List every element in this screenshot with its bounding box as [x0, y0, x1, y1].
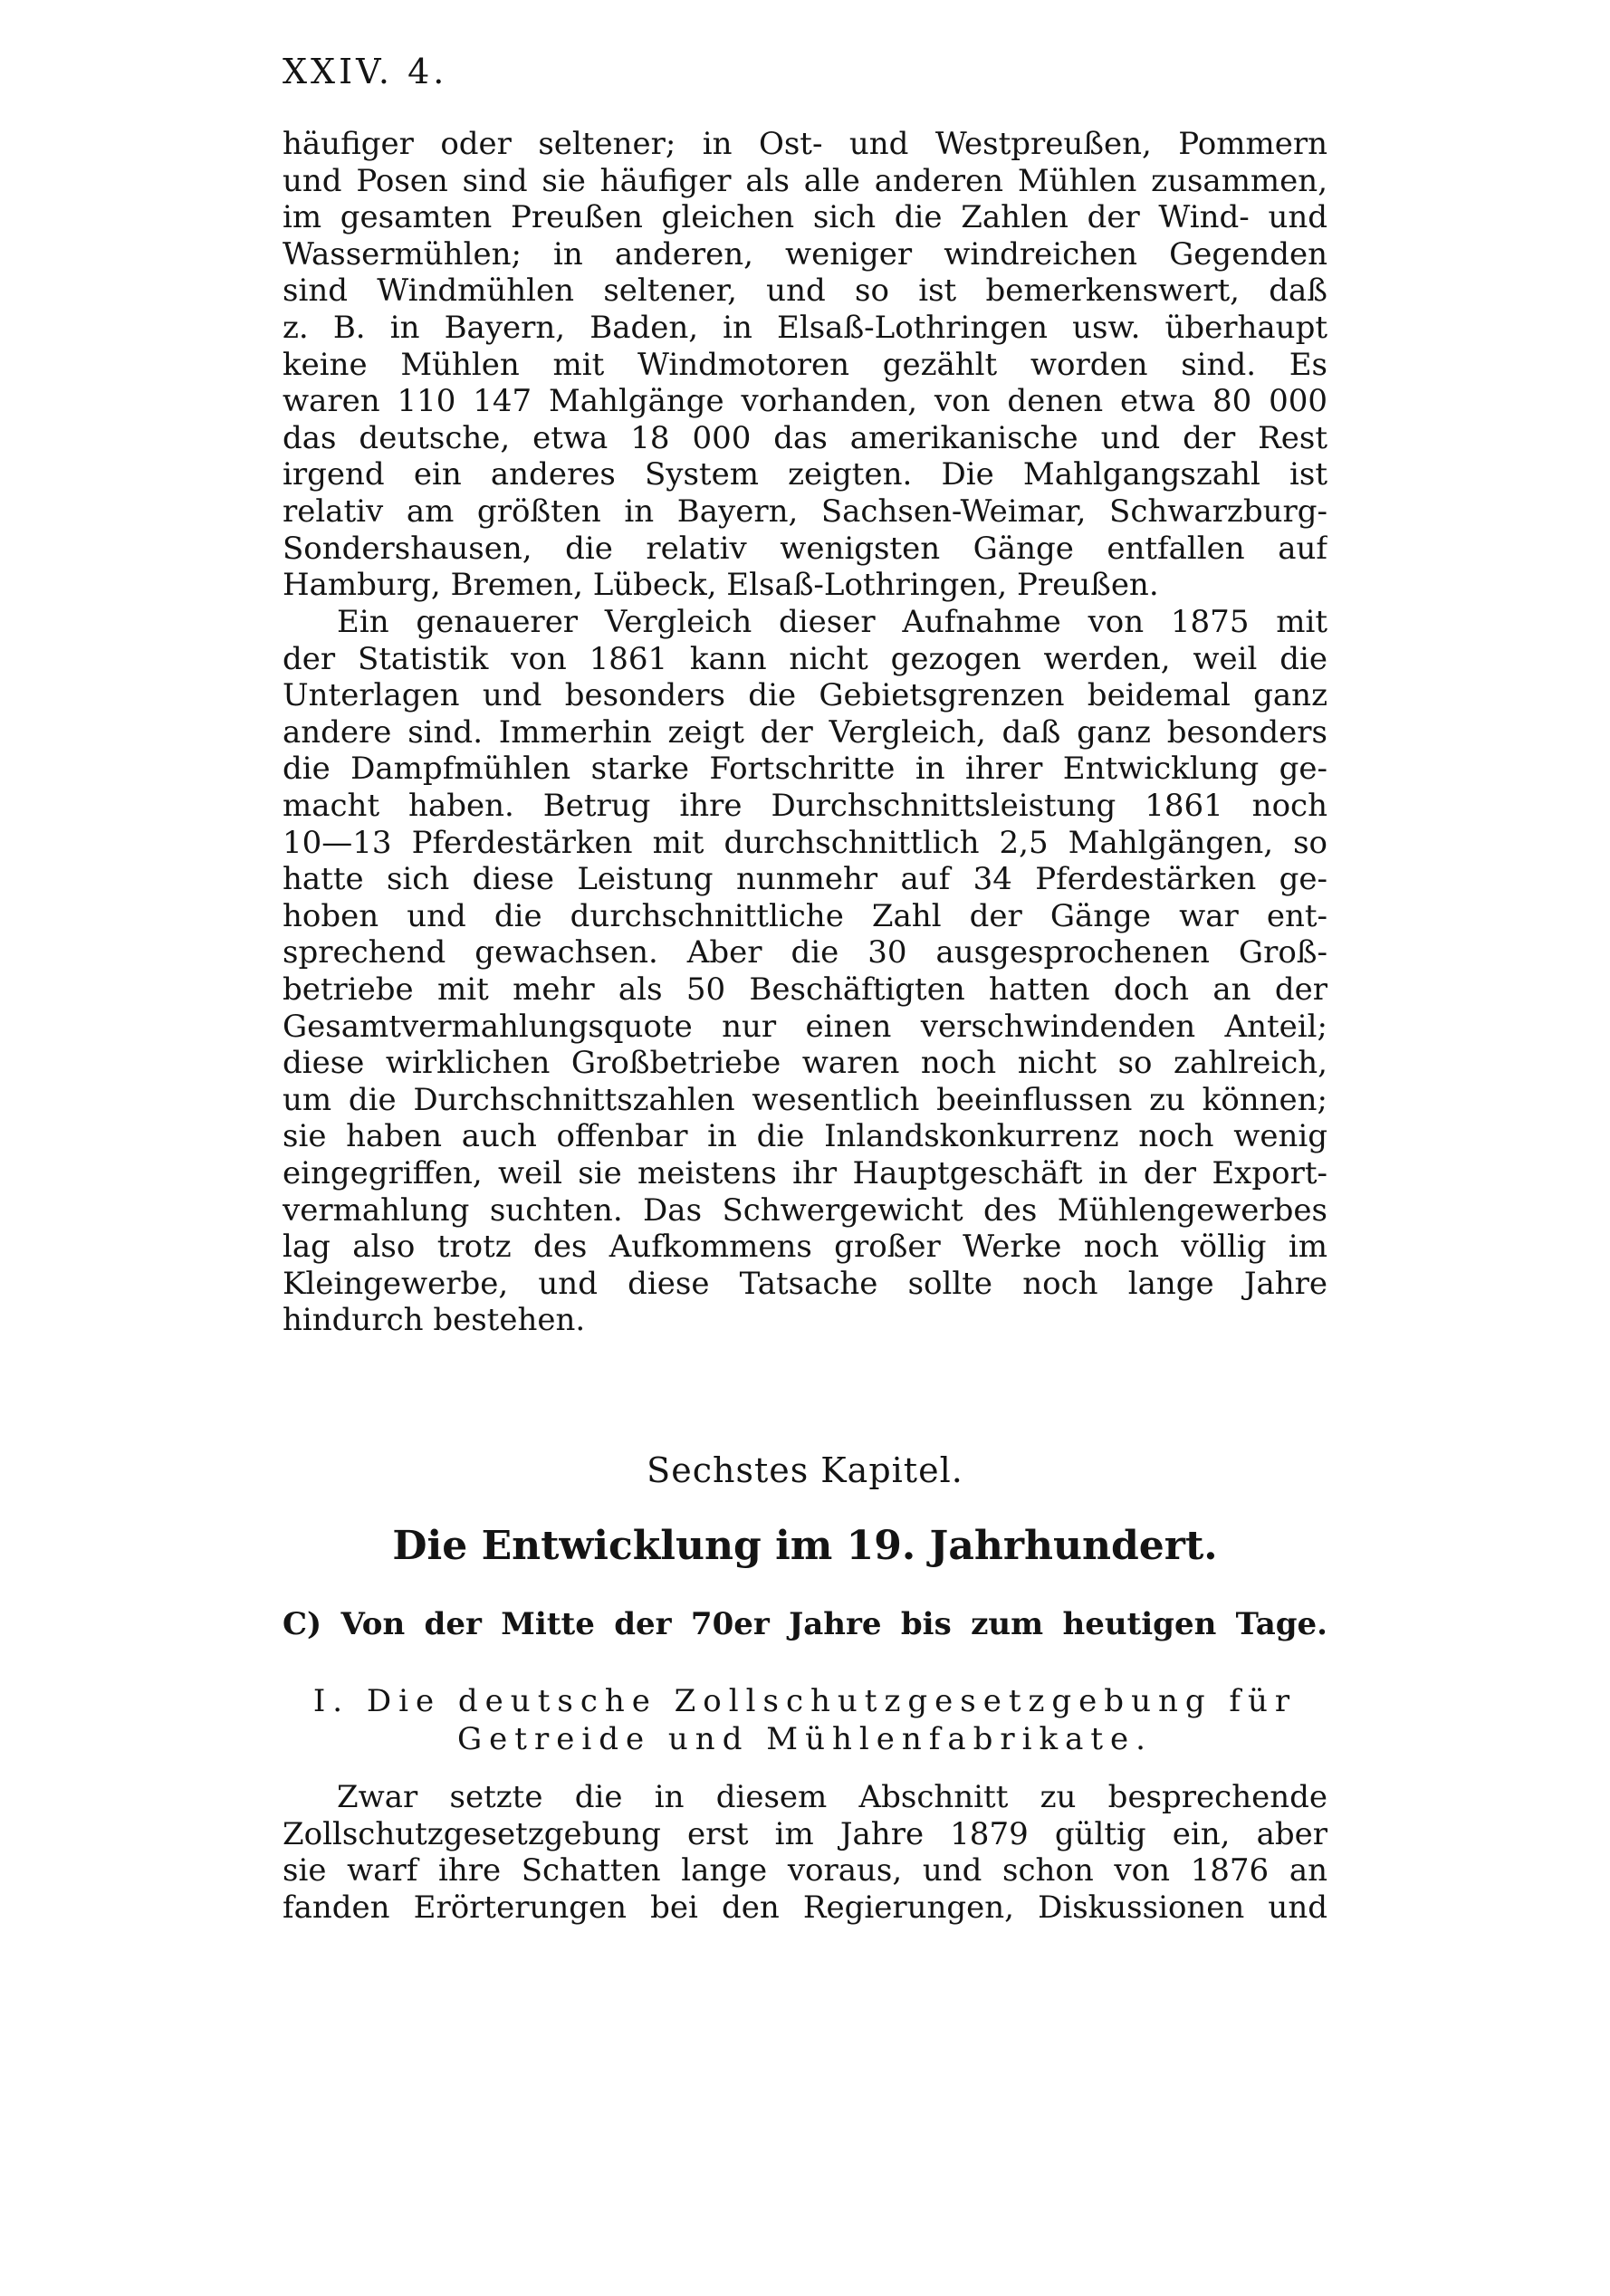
text-line: 10—13 Pferdestärken mit durchschnittlich 2,5 Mahlgängen, so: [283, 824, 1327, 861]
text-line: Gesamtvermahlungsquote nur einen verschwindenden Anteil;: [283, 1008, 1327, 1045]
text-line: Wassermühlen; in anderen, weniger windreichen Gegenden: [283, 235, 1327, 273]
text-line: die Dampfmühlen starke Fortschritte in ihrer Entwicklung ge-: [283, 751, 1327, 788]
text-line: eingegriffen, weil sie meistens ihr Hauptgeschäft in der Export-: [283, 1154, 1327, 1191]
text-line: andere sind. Immerhin zeigt der Vergleich, daß ganz besonders: [283, 713, 1327, 751]
text-line: hoben und die durchschnittliche Zahl der Gänge war ent-: [283, 897, 1327, 934]
text-line: Zwar setzte die in diesem Abschnitt zu besprechende: [337, 1779, 1327, 1815]
text-line: sie haben auch offenbar in die Inlandskonkurrenz noch wenig: [283, 1118, 1327, 1155]
text-line: um die Durchschnittszahlen wesentlich beeinflussen zu können;: [283, 1081, 1327, 1118]
text-line: relativ am größten in Bayern, Sachsen-Weimar, Schwarzburg-: [283, 493, 1327, 530]
text-line: betriebe mit mehr als 50 Beschäftigten hatten doch an der: [283, 971, 1327, 1008]
text-line: Hamburg, Bremen, Lübeck, Elsaß-Lothringen, Preußen.: [283, 567, 1159, 604]
text-line: macht haben. Betrug ihre Durchschnittsleistung 1861 noch: [283, 787, 1327, 824]
text-line: hindurch bestehen.: [283, 1302, 586, 1339]
text-line: diese wirklichen Großbetriebe waren noch nicht so zahlreich,: [283, 1045, 1327, 1082]
text-line: der Statistik von 1861 kann nicht gezogen werden, weil die: [283, 640, 1327, 677]
section-title: C) Von der Mitte der 70er Jahre bis zum heutigen Tage.: [283, 1606, 1327, 1642]
text-line: sprechend gewachsen. Aber die 30 ausgesprochenen Groß-: [283, 934, 1327, 971]
subsection-title-line: Getreide und Mühlenfabrikate.: [457, 1721, 1153, 1757]
text-line: das deutsche, etwa 18 000 das amerikanische und der Rest: [283, 419, 1327, 456]
text-line: im gesamten Preußen gleichen sich die Zahlen der Wind- und: [283, 199, 1327, 236]
text-line: irgend ein anderes System zeigten. Die Mahlgangszahl ist: [283, 456, 1327, 493]
text-line: z. B. in Bayern, Baden, in Elsaß-Lothringen usw. überhaupt: [283, 309, 1327, 346]
text-line: Kleingewerbe, und diese Tatsache sollte noch lange Jahre: [283, 1265, 1327, 1302]
paragraph-3: [283, 1779, 1327, 1926]
text-line: Sondershausen, die relativ wenigsten Gänge entfallen auf: [283, 530, 1327, 567]
text-line: keine Mühlen mit Windmotoren gezählt worden sind. Es: [283, 346, 1327, 383]
text-line: fanden Erörterungen bei den Regierungen, Diskussionen und: [283, 1889, 1327, 1926]
text-line: Unterlagen und besonders die Gebietsgrenzen beidemal ganz: [283, 677, 1327, 714]
page-header: XXIV. 4.: [283, 52, 448, 91]
text-line: waren 110 147 Mahlgänge vorhanden, von denen etwa 80 000: [283, 383, 1327, 420]
text-line: häufiger oder seltener; in Ost- und Westpreußen, Pommern: [283, 126, 1327, 162]
chapter-title: Die Entwicklung im 19. Jahrhundert.: [392, 1523, 1218, 1569]
text-line: vermahlung suchten. Das Schwergewicht des Mühlengewerbes: [283, 1191, 1327, 1229]
chapter-label: Sechstes Kapitel.: [647, 1450, 963, 1490]
text-line: sie warf ihre Schatten lange voraus, und schon von 1876 an: [283, 1852, 1327, 1889]
text-line: Ein genauerer Vergleich dieser Aufnahme von 1875 mit: [337, 604, 1327, 640]
text-line: sind Windmühlen seltener, und so ist bemerkenswert, daß: [283, 273, 1327, 310]
paragraph-1: [283, 126, 1327, 604]
subsection-title: [0, 1682, 1610, 1758]
paragraph-2: [283, 604, 1327, 1339]
text-line: lag also trotz des Aufkommens großer Werke noch völlig im: [283, 1229, 1327, 1266]
text-line: Zollschutzgesetzgebung erst im Jahre 1879 gültig ein, aber: [283, 1815, 1327, 1852]
text-line: und Posen sind sie häufiger als alle anderen Mühlen zusammen,: [283, 162, 1327, 199]
subsection-title-line: I. Die deutsche Zollschutzgesetzgebung für: [312, 1683, 1298, 1719]
text-line: hatte sich diese Leistung nunmehr auf 34 Pferdestärken ge-: [283, 861, 1327, 898]
